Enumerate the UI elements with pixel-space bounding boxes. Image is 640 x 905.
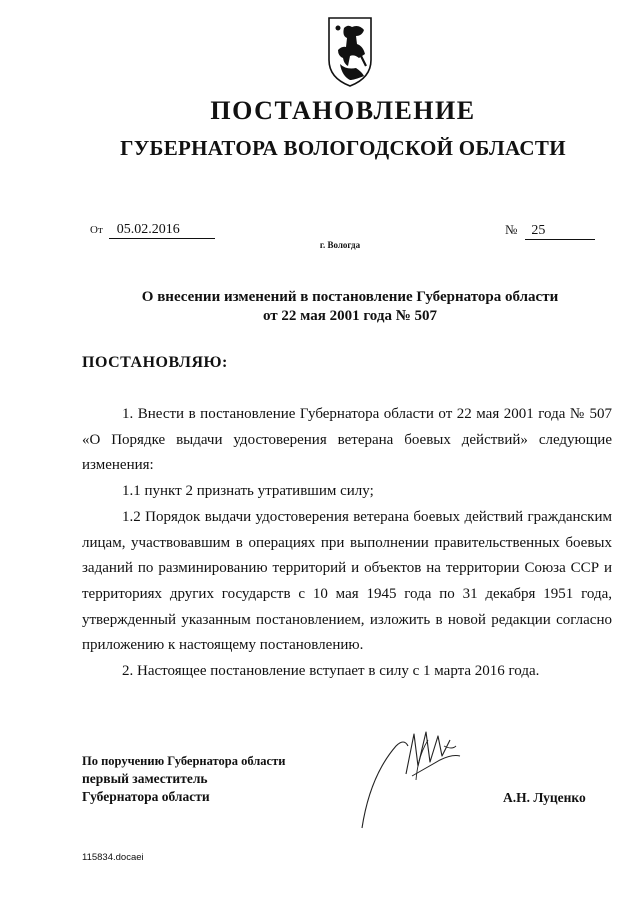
date-prefix: От bbox=[90, 224, 103, 236]
subject-line-2: от 22 мая 2001 года № 507 bbox=[262, 308, 438, 324]
coat-of-arms-icon bbox=[326, 14, 374, 88]
number-prefix: № bbox=[505, 222, 518, 237]
signatory-line-3: Губернатора области bbox=[82, 789, 210, 804]
document-number-field bbox=[505, 222, 595, 240]
signatory-name: А.Н. Луценко bbox=[503, 790, 586, 805]
handwritten-signature bbox=[356, 716, 486, 836]
paragraph-1-2: 1.2 Порядок выдачи удостоверения ветерана боевых действий гражданским лицам, участвовавшим в операциях при выполнении правительственных боевых заданий по разминированию территорий и объектов на территории Союза ССР и территориях других государств с 10 мая 1945 года по 31 декабря 1951 года, утвержденный указанным постановлением, изложить в новой редакции согласно приложению к настоящему постановлению. bbox=[82, 508, 612, 654]
decree-heading: ПОСТАНОВЛЯЮ: bbox=[82, 354, 228, 371]
document-subject bbox=[80, 288, 620, 326]
document-code: 115834.docaei bbox=[82, 852, 144, 863]
signatory-line-1: По поручению Губернатора области bbox=[82, 754, 286, 768]
document-date-field bbox=[90, 222, 215, 239]
paragraph-1: 1. Внести в постановление Губернатора области от 22 мая 2001 года № 507 «О Порядке выдачи удостоверения ветерана боевых действий» следующие изменения: bbox=[82, 406, 612, 474]
document-title: ПОСТАНОВЛЕНИЕ bbox=[210, 96, 476, 125]
signatory-line-2: первый заместитель bbox=[82, 771, 208, 786]
document-city: г. Вологда bbox=[319, 240, 361, 250]
subject-line-1: О внесении изменений в постановление Губернатора области bbox=[141, 289, 559, 305]
signatory-position bbox=[82, 752, 285, 806]
document-date: 05.02.2016 bbox=[109, 222, 215, 239]
paragraph-2: 2. Настоящее постановление вступает в силу с 1 марта 2016 года. bbox=[122, 663, 540, 680]
issuer-title: ГУБЕРНАТОРА ВОЛОГОДСКОЙ ОБЛАСТИ bbox=[120, 136, 566, 160]
paragraph-1-1: 1.1 пункт 2 признать утратившим силу; bbox=[122, 483, 374, 500]
document-number: 25 bbox=[525, 223, 595, 240]
document-body bbox=[82, 402, 612, 685]
